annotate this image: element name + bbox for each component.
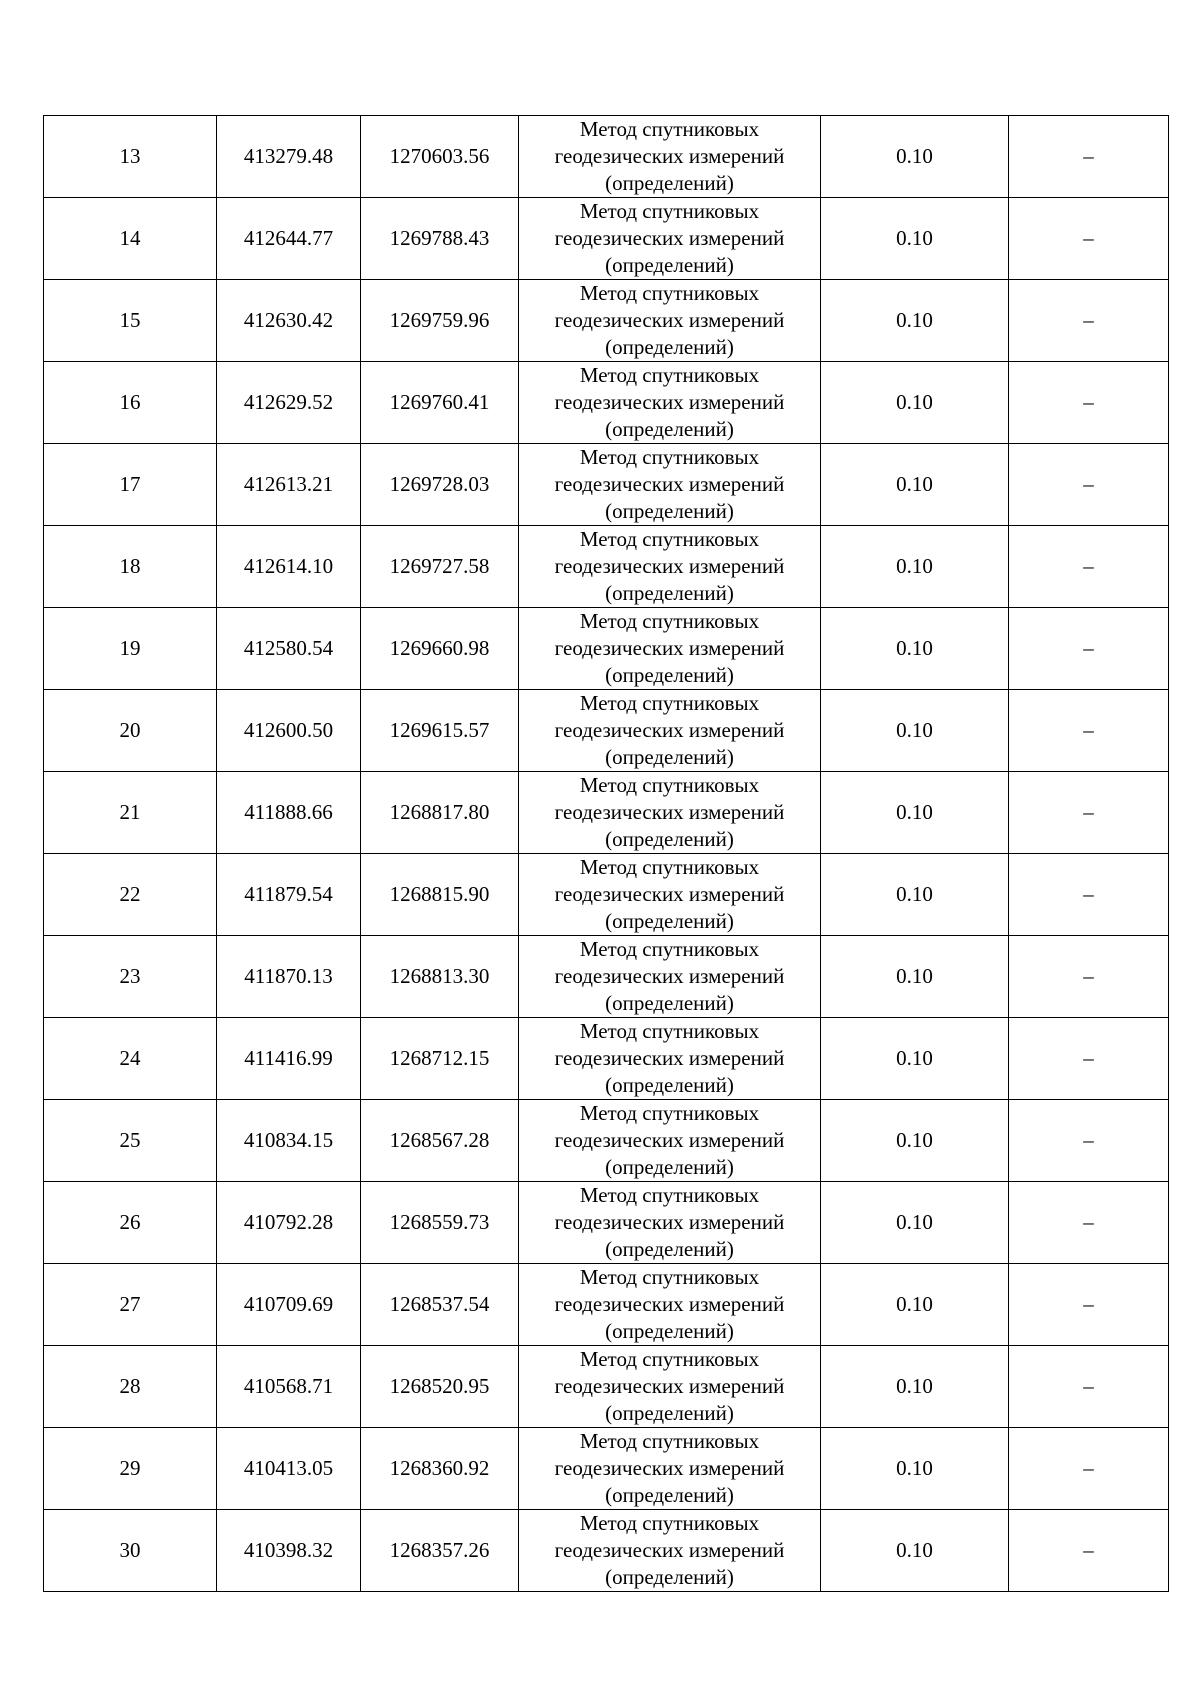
point-number-cell: 30 [44,1510,217,1592]
method-text-line: геодезических измерений [554,144,785,168]
point-number-cell: 21 [44,772,217,854]
method-text-line: Метод спутниковых [579,1183,760,1207]
method-text-line: (определений) [605,827,734,851]
note-cell: – [1009,280,1169,362]
method-text-line: геодезических измерений [554,554,785,578]
method-text-line: Метод спутниковых [579,691,760,715]
y-coordinate-cell: 1268360.92 [361,1428,519,1510]
method-text-line: Метод спутниковых [579,1265,760,1289]
accuracy-cell: 0.10 [821,1018,1009,1100]
method-text-line: Метод спутниковых [579,363,760,387]
accuracy-cell: 0.10 [821,198,1009,280]
method-cell [519,444,821,526]
method-cell [519,526,821,608]
y-coordinate-cell: 1268559.73 [361,1182,519,1264]
note-cell: – [1009,198,1169,280]
x-coordinate-cell: 412614.10 [217,526,361,608]
method-text-line: (определений) [605,253,734,277]
method-text-line: Метод спутниковых [579,1347,760,1371]
note-cell: – [1009,690,1169,772]
method-text-line: (определений) [605,663,734,687]
point-number-cell: 23 [44,936,217,1018]
y-coordinate-cell: 1269759.96 [361,280,519,362]
point-number-cell: 16 [44,362,217,444]
point-number-cell: 27 [44,1264,217,1346]
y-coordinate-cell: 1269760.41 [361,362,519,444]
method-text-line: (определений) [605,417,734,441]
point-number-cell: 22 [44,854,217,936]
note-cell: – [1009,1264,1169,1346]
table-row [44,1018,1169,1100]
accuracy-cell: 0.10 [821,936,1009,1018]
method-text-line: геодезических измерений [554,1456,785,1480]
y-coordinate-cell: 1268813.30 [361,936,519,1018]
coordinates-table [43,115,1169,1592]
point-number-cell: 28 [44,1346,217,1428]
method-cell [519,1018,821,1100]
x-coordinate-cell: 410398.32 [217,1510,361,1592]
accuracy-cell: 0.10 [821,444,1009,526]
x-coordinate-cell: 413279.48 [217,116,361,198]
table-row [44,854,1169,936]
method-text-line: геодезических измерений [554,1128,785,1152]
method-text-line: Метод спутниковых [579,445,760,469]
method-cell [519,362,821,444]
accuracy-cell: 0.10 [821,772,1009,854]
table-row [44,1346,1169,1428]
method-text-line: Метод спутниковых [579,937,760,961]
method-text-line: (определений) [605,909,734,933]
y-coordinate-cell: 1269660.98 [361,608,519,690]
point-number-cell: 19 [44,608,217,690]
method-cell [519,1100,821,1182]
note-cell: – [1009,526,1169,608]
note-cell: – [1009,1018,1169,1100]
x-coordinate-cell: 410792.28 [217,1182,361,1264]
method-text-line: Метод спутниковых [579,1429,760,1453]
method-text-line: геодезических измерений [554,1046,785,1070]
y-coordinate-cell: 1268815.90 [361,854,519,936]
table-row [44,1510,1169,1592]
method-text-line: геодезических измерений [554,1374,785,1398]
y-coordinate-cell: 1269727.58 [361,526,519,608]
table-row [44,936,1169,1018]
accuracy-cell: 0.10 [821,1100,1009,1182]
point-number-cell: 13 [44,116,217,198]
method-text-line: Метод спутниковых [579,773,760,797]
method-text-line: Метод спутниковых [579,1511,760,1535]
table-row [44,690,1169,772]
method-text-line: (определений) [605,581,734,605]
method-cell [519,1264,821,1346]
method-text-line: геодезических измерений [554,800,785,824]
x-coordinate-cell: 411879.54 [217,854,361,936]
x-coordinate-cell: 412630.42 [217,280,361,362]
table-row [44,1264,1169,1346]
method-text-line: геодезических измерений [554,1210,785,1234]
table-row [44,444,1169,526]
y-coordinate-cell: 1269615.57 [361,690,519,772]
accuracy-cell: 0.10 [821,854,1009,936]
method-text-line: геодезических измерений [554,472,785,496]
note-cell: – [1009,1346,1169,1428]
method-cell [519,690,821,772]
method-text-line: Метод спутниковых [579,199,760,223]
accuracy-cell: 0.10 [821,1510,1009,1592]
x-coordinate-cell: 410413.05 [217,1428,361,1510]
method-text-line: (определений) [605,171,734,195]
accuracy-cell: 0.10 [821,362,1009,444]
point-number-cell: 24 [44,1018,217,1100]
table-row [44,1428,1169,1510]
y-coordinate-cell: 1269728.03 [361,444,519,526]
coordinates-table-body [44,116,1169,1592]
method-text-line: (определений) [605,1565,734,1589]
table-row [44,1182,1169,1264]
point-number-cell: 17 [44,444,217,526]
point-number-cell: 20 [44,690,217,772]
table-row [44,772,1169,854]
method-text-line: геодезических измерений [554,1292,785,1316]
method-text-line: (определений) [605,335,734,359]
y-coordinate-cell: 1270603.56 [361,116,519,198]
note-cell: – [1009,936,1169,1018]
method-text-line: Метод спутниковых [579,1101,760,1125]
method-cell [519,854,821,936]
method-text-line: (определений) [605,1155,734,1179]
x-coordinate-cell: 412644.77 [217,198,361,280]
accuracy-cell: 0.10 [821,526,1009,608]
x-coordinate-cell: 411416.99 [217,1018,361,1100]
x-coordinate-cell: 412613.21 [217,444,361,526]
method-text-line: Метод спутниковых [579,609,760,633]
method-text-line: (определений) [605,499,734,523]
y-coordinate-cell: 1268712.15 [361,1018,519,1100]
method-text-line: Метод спутниковых [579,281,760,305]
note-cell: – [1009,854,1169,936]
method-text-line: (определений) [605,745,734,769]
note-cell: – [1009,362,1169,444]
x-coordinate-cell: 412580.54 [217,608,361,690]
y-coordinate-cell: 1268537.54 [361,1264,519,1346]
method-cell [519,280,821,362]
method-text-line: (определений) [605,1483,734,1507]
method-text-line: (определений) [605,1319,734,1343]
point-number-cell: 18 [44,526,217,608]
accuracy-cell: 0.10 [821,690,1009,772]
method-text-line: Метод спутниковых [579,527,760,551]
table-row [44,280,1169,362]
method-text-line: (определений) [605,1073,734,1097]
method-text-line: геодезических измерений [554,226,785,250]
table-row [44,1100,1169,1182]
method-text-line: геодезических измерений [554,390,785,414]
method-cell [519,1428,821,1510]
y-coordinate-cell: 1268520.95 [361,1346,519,1428]
note-cell: – [1009,1428,1169,1510]
note-cell: – [1009,1182,1169,1264]
method-text-line: Метод спутниковых [579,855,760,879]
y-coordinate-cell: 1268817.80 [361,772,519,854]
accuracy-cell: 0.10 [821,608,1009,690]
method-cell [519,772,821,854]
table-row [44,198,1169,280]
note-cell: – [1009,1100,1169,1182]
table-row [44,608,1169,690]
x-coordinate-cell: 411870.13 [217,936,361,1018]
accuracy-cell: 0.10 [821,1264,1009,1346]
method-text-line: (определений) [605,1237,734,1261]
accuracy-cell: 0.10 [821,1428,1009,1510]
method-cell [519,608,821,690]
method-cell [519,116,821,198]
method-text-line: геодезических измерений [554,1538,785,1562]
x-coordinate-cell: 412629.52 [217,362,361,444]
table-row [44,116,1169,198]
method-text-line: геодезических измерений [554,882,785,906]
method-text-line: Метод спутниковых [579,1019,760,1043]
method-cell [519,1182,821,1264]
accuracy-cell: 0.10 [821,280,1009,362]
accuracy-cell: 0.10 [821,116,1009,198]
method-cell [519,1510,821,1592]
point-number-cell: 25 [44,1100,217,1182]
note-cell: – [1009,772,1169,854]
method-text-line: Метод спутниковых [579,117,760,141]
method-text-line: (определений) [605,1401,734,1425]
x-coordinate-cell: 411888.66 [217,772,361,854]
point-number-cell: 14 [44,198,217,280]
accuracy-cell: 0.10 [821,1182,1009,1264]
note-cell: – [1009,608,1169,690]
point-number-cell: 29 [44,1428,217,1510]
point-number-cell: 26 [44,1182,217,1264]
x-coordinate-cell: 410568.71 [217,1346,361,1428]
method-text-line: (определений) [605,991,734,1015]
note-cell: – [1009,116,1169,198]
point-number-cell: 15 [44,280,217,362]
method-cell [519,1346,821,1428]
y-coordinate-cell: 1268357.26 [361,1510,519,1592]
table-row [44,526,1169,608]
note-cell: – [1009,444,1169,526]
method-text-line: геодезических измерений [554,308,785,332]
y-coordinate-cell: 1268567.28 [361,1100,519,1182]
method-cell [519,198,821,280]
table-row [44,362,1169,444]
accuracy-cell: 0.10 [821,1346,1009,1428]
method-text-line: геодезических измерений [554,718,785,742]
y-coordinate-cell: 1269788.43 [361,198,519,280]
method-text-line: геодезических измерений [554,964,785,988]
note-cell: – [1009,1510,1169,1592]
x-coordinate-cell: 412600.50 [217,690,361,772]
method-text-line: геодезических измерений [554,636,785,660]
x-coordinate-cell: 410834.15 [217,1100,361,1182]
x-coordinate-cell: 410709.69 [217,1264,361,1346]
method-cell [519,936,821,1018]
